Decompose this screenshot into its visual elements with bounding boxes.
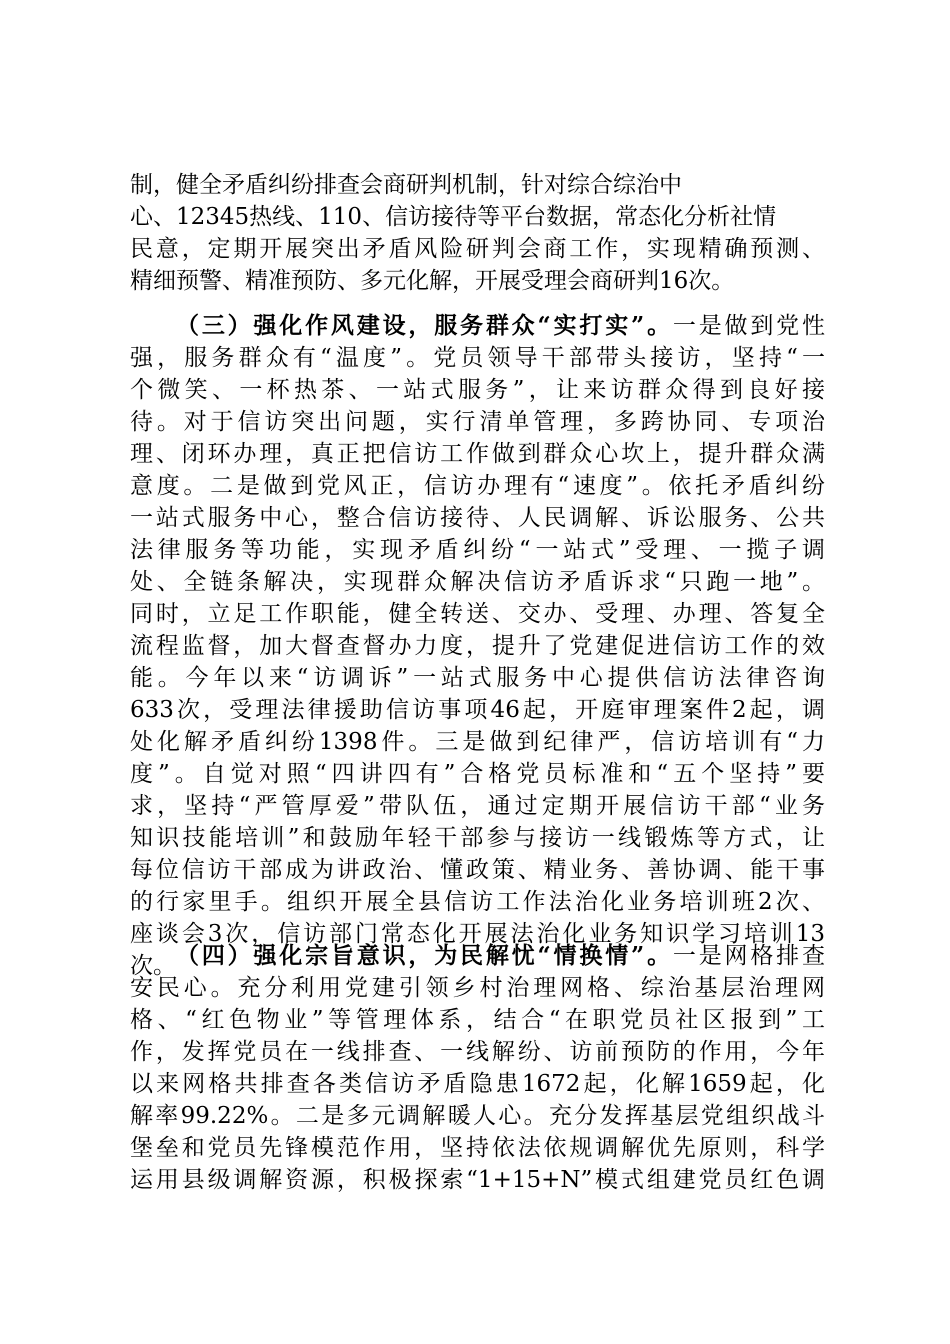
text-line: 同时，立足工作职能，健全转送、交办、受理、办理、答复全 — [130, 601, 825, 627]
text-line: 安民心。充分利用党建引领乡村治理网格、综治基层治理网 — [130, 975, 825, 1001]
text-line: 民意，定期开展突出矛盾风险研判会商工作，实现精确预测、 — [130, 236, 825, 262]
text-line: 理、闭环办理，真正把信访工作做到群众心坎上，提升群众满 — [130, 441, 825, 467]
text-line: 次。 — [130, 953, 176, 979]
text-line: 一站式服务中心，整合信访接待、人民调解、诉讼服务、公共 — [130, 505, 825, 531]
text-line: 流程监督，加大督查督办力度，提升了党建促进信访工作的效 — [130, 633, 825, 659]
text-line: 制，健全矛盾纠纷排查会商研判机制，针对综合综治中 — [130, 172, 682, 198]
text-line: 座谈会3次，信访部门常态化开展法治化业务知识学习培训13 — [130, 921, 825, 947]
text-line: 知识技能培训”和鼓励年轻干部参与接访一线锻炼等方式，让 — [130, 825, 825, 851]
section-heading-3: （三）强化作风建设，服务群众“实打实”。 — [176, 312, 673, 339]
text-line: 心、12345热线、110、信访接待等平台数据，常态化分析社情 — [130, 204, 777, 230]
text-line: 处化解矛盾纠纷1398件。三是做到纪律严，信访培训有“力 — [130, 729, 825, 755]
text-line: 633次，受理法律援助信访事项46起，开庭审理案件2起，调 — [130, 697, 825, 723]
paragraph-2 — [130, 310, 825, 982]
text-line: 精细预警、精准预防、多元化解，开展受理会商研判16次。 — [130, 268, 735, 294]
text-line: 格、“红色物业”等管理体系，结合“在职党员社区报到”工 — [130, 1007, 825, 1033]
text-run: 一是网格排查 — [672, 943, 825, 969]
text-line: 法律服务等功能，实现矛盾纠纷“一站式”受理、一揽子调 — [130, 537, 825, 563]
text-line: 意度。二是做到党风正，信访办理有“速度”。依托矛盾纠纷 — [130, 473, 825, 499]
paragraph-first-line — [130, 940, 825, 972]
text-line: 度”。自觉对照“四讲四有”合格党员标准和“五个坚持”要 — [130, 761, 825, 787]
text-line: 待。对于信访突出问题，实行清单管理，多跨协同、专项治 — [130, 409, 825, 435]
paragraph-1 — [130, 169, 825, 297]
text-line: 堡垒和党员先锋模范作用，坚持依法依规调解优先原则，科学 — [130, 1135, 825, 1161]
text-line: 强，服务群众有“温度”。党员领导干部带头接访，坚持“一 — [130, 345, 825, 371]
paragraph-first-line — [130, 310, 825, 342]
text-line: 的行家里手。组织开展全县信访工作法治化业务培训班2次、 — [130, 889, 825, 915]
paragraph-3 — [130, 940, 825, 1196]
text-line: 个微笑、一杯热茶、一站式服务”，让来访群众得到良好接 — [130, 377, 825, 403]
text-line: 能。今年以来“访调诉”一站式服务中心提供信访法律咨询 — [130, 665, 825, 691]
text-line: 运用县级调解资源，积极探索“1+15+N”模式组建党员红色调 — [130, 1167, 825, 1193]
text-run: 一是做到党性 — [672, 313, 825, 339]
section-heading-4: （四）强化宗旨意识，为民解忧“情换情”。 — [176, 942, 673, 969]
text-line: 解率99.22%。二是多元调解暖人心。充分发挥基层党组织战斗 — [130, 1103, 825, 1129]
text-line: 求，坚持“严管厚爱”带队伍，通过定期开展信访干部“业务 — [130, 793, 825, 819]
text-line: 处、全链条解决，实现群众解决信访矛盾诉求“只跑一地”。 — [130, 569, 825, 595]
text-line: 每位信访干部成为讲政治、懂政策、精业务、善协调、能干事 — [130, 857, 825, 883]
text-line: 以来网格共排查各类信访矛盾隐患1672起，化解1659起，化 — [130, 1071, 825, 1097]
text-line: 作，发挥党员在一线排查、一线解纷、访前预防的作用，今年 — [130, 1039, 825, 1065]
